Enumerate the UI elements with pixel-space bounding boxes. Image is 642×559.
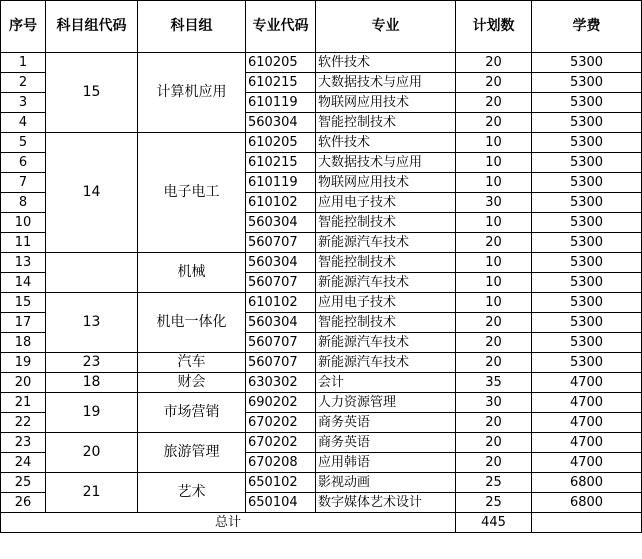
fee-cell: 5300	[532, 193, 642, 213]
fee-cell: 4700	[532, 433, 642, 453]
row-index: 8	[1, 193, 46, 213]
row-index: 20	[1, 373, 46, 393]
row-index: 23	[1, 433, 46, 453]
row-index: 11	[1, 233, 46, 253]
major-code-cell: 610119	[246, 173, 316, 193]
row-index: 2	[1, 73, 46, 93]
group-code-cell: 15	[46, 53, 138, 133]
major-name-cell: 应用韩语	[316, 453, 456, 473]
row-index: 18	[1, 333, 46, 353]
fee-cell: 5300	[532, 233, 642, 253]
major-name-cell: 商务英语	[316, 433, 456, 453]
major-name-cell: 大数据技术与应用	[316, 153, 456, 173]
plan-cell: 20	[456, 353, 532, 373]
fee-cell: 5300	[532, 293, 642, 313]
fee-cell: 5300	[532, 213, 642, 233]
major-code-cell: 630302	[246, 373, 316, 393]
fee-cell: 5300	[532, 253, 642, 273]
group-name-cell: 汽车	[138, 353, 246, 373]
total-row	[1, 513, 642, 533]
major-name-cell: 新能源汽车技术	[316, 353, 456, 373]
major-code-cell: 670202	[246, 433, 316, 453]
fee-cell: 5300	[532, 153, 642, 173]
group-code-cell: 20	[46, 433, 138, 473]
header-row	[1, 1, 642, 53]
row-index: 1	[1, 53, 46, 73]
row-index: 22	[1, 413, 46, 433]
table-row	[1, 353, 642, 373]
header-major-code: 专业代码	[246, 1, 316, 53]
major-code-cell: 610205	[246, 53, 316, 73]
major-name-cell: 新能源汽车技术	[316, 333, 456, 353]
group-code-cell	[46, 253, 138, 293]
major-name-cell: 智能控制技术	[316, 213, 456, 233]
row-index: 14	[1, 273, 46, 293]
group-code-cell: 21	[46, 473, 138, 513]
row-index: 5	[1, 133, 46, 153]
major-code-cell: 610215	[246, 73, 316, 93]
plan-cell: 20	[456, 433, 532, 453]
plan-cell: 10	[456, 293, 532, 313]
plan-cell: 10	[456, 153, 532, 173]
group-code-cell: 18	[46, 373, 138, 393]
table-row	[1, 473, 642, 493]
fee-cell: 5300	[532, 93, 642, 113]
total-fee	[532, 513, 642, 533]
group-name-cell: 财会	[138, 373, 246, 393]
group-name-cell: 旅游管理	[138, 433, 246, 473]
plan-cell: 20	[456, 233, 532, 253]
fee-cell: 5300	[532, 113, 642, 133]
group-name-cell: 计算机应用	[138, 53, 246, 133]
fee-cell: 6800	[532, 493, 642, 513]
group-code-cell: 19	[46, 393, 138, 433]
table-row	[1, 53, 642, 73]
fee-cell: 6800	[532, 473, 642, 493]
major-code-cell: 690202	[246, 393, 316, 413]
row-index: 25	[1, 473, 46, 493]
major-code-cell: 610205	[246, 133, 316, 153]
group-name-cell: 电子电工	[138, 133, 246, 253]
plan-cell: 10	[456, 133, 532, 153]
major-name-cell: 商务英语	[316, 413, 456, 433]
header-group-code: 科目组代码	[46, 1, 138, 53]
plan-cell: 20	[456, 113, 532, 133]
row-index: 6	[1, 153, 46, 173]
fee-cell: 5300	[532, 313, 642, 333]
plan-cell: 35	[456, 373, 532, 393]
major-name-cell: 新能源汽车技术	[316, 273, 456, 293]
plan-cell: 10	[456, 213, 532, 233]
major-code-cell: 610119	[246, 93, 316, 113]
major-name-cell: 应用电子技术	[316, 293, 456, 313]
major-name-cell: 软件技术	[316, 53, 456, 73]
plan-cell: 20	[456, 313, 532, 333]
table-row	[1, 393, 642, 413]
major-name-cell: 物联网应用技术	[316, 173, 456, 193]
major-code-cell: 560707	[246, 333, 316, 353]
row-index: 3	[1, 93, 46, 113]
major-name-cell: 新能源汽车技术	[316, 233, 456, 253]
fee-cell: 5300	[532, 73, 642, 93]
row-index: 13	[1, 253, 46, 273]
major-code-cell: 650102	[246, 473, 316, 493]
major-code-cell: 610102	[246, 193, 316, 213]
group-name-cell: 市场营销	[138, 393, 246, 433]
fee-cell: 5300	[532, 353, 642, 373]
plan-cell: 20	[456, 93, 532, 113]
major-code-cell: 560304	[246, 113, 316, 133]
major-code-cell: 560707	[246, 353, 316, 373]
header-plan: 计划数	[456, 1, 532, 53]
total-plan: 445	[456, 513, 532, 533]
major-name-cell: 人力资源管理	[316, 393, 456, 413]
major-name-cell: 智能控制技术	[316, 113, 456, 133]
group-code-cell: 23	[46, 353, 138, 373]
major-name-cell: 数字媒体艺术设计	[316, 493, 456, 513]
row-index: 4	[1, 113, 46, 133]
plan-cell: 30	[456, 193, 532, 213]
major-code-cell: 560707	[246, 273, 316, 293]
major-name-cell: 智能控制技术	[316, 313, 456, 333]
table-row	[1, 253, 642, 273]
row-index: 19	[1, 353, 46, 373]
fee-cell: 5300	[532, 273, 642, 293]
row-index: 7	[1, 173, 46, 193]
major-name-cell: 物联网应用技术	[316, 93, 456, 113]
header-fee: 学费	[532, 1, 642, 53]
group-code-cell: 13	[46, 293, 138, 353]
table-row	[1, 293, 642, 313]
table-row	[1, 373, 642, 393]
fee-cell: 4700	[532, 393, 642, 413]
major-code-cell: 650104	[246, 493, 316, 513]
major-code-cell: 560304	[246, 213, 316, 233]
plan-cell: 20	[456, 73, 532, 93]
plan-cell: 20	[456, 53, 532, 73]
plan-cell: 20	[456, 333, 532, 353]
plan-cell: 20	[456, 453, 532, 473]
major-code-cell: 560707	[246, 233, 316, 253]
major-name-cell: 应用电子技术	[316, 193, 456, 213]
fee-cell: 4700	[532, 413, 642, 433]
major-name-cell: 影视动画	[316, 473, 456, 493]
fee-cell: 4700	[532, 453, 642, 473]
table-row	[1, 133, 642, 153]
table-row	[1, 433, 642, 453]
major-name-cell: 智能控制技术	[316, 253, 456, 273]
plan-cell: 10	[456, 273, 532, 293]
row-index: 26	[1, 493, 46, 513]
plan-cell: 25	[456, 473, 532, 493]
plan-cell: 10	[456, 253, 532, 273]
major-code-cell: 610102	[246, 293, 316, 313]
major-code-cell: 670202	[246, 413, 316, 433]
group-name-cell: 机械	[138, 253, 246, 293]
major-code-cell: 670208	[246, 453, 316, 473]
fee-cell: 5300	[532, 53, 642, 73]
fee-cell: 5300	[532, 333, 642, 353]
major-name-cell: 软件技术	[316, 133, 456, 153]
major-name-cell: 大数据技术与应用	[316, 73, 456, 93]
fee-cell: 5300	[532, 133, 642, 153]
header-group: 科目组	[138, 1, 246, 53]
header-major: 专业	[316, 1, 456, 53]
row-index: 15	[1, 293, 46, 313]
row-index: 24	[1, 453, 46, 473]
plan-cell: 25	[456, 493, 532, 513]
major-code-cell: 560304	[246, 313, 316, 333]
group-code-cell: 14	[46, 133, 138, 253]
row-index: 21	[1, 393, 46, 413]
plan-cell: 30	[456, 393, 532, 413]
major-code-cell: 610215	[246, 153, 316, 173]
plan-cell: 10	[456, 173, 532, 193]
fee-cell: 4700	[532, 373, 642, 393]
plan-cell: 20	[456, 413, 532, 433]
header-index: 序号	[1, 1, 46, 53]
row-index: 10	[1, 213, 46, 233]
major-code-cell: 560304	[246, 253, 316, 273]
fee-cell: 5300	[532, 173, 642, 193]
group-name-cell: 机电一体化	[138, 293, 246, 353]
total-label: 总计	[1, 513, 456, 533]
major-name-cell: 会计	[316, 373, 456, 393]
row-index: 17	[1, 313, 46, 333]
group-name-cell: 艺术	[138, 473, 246, 513]
